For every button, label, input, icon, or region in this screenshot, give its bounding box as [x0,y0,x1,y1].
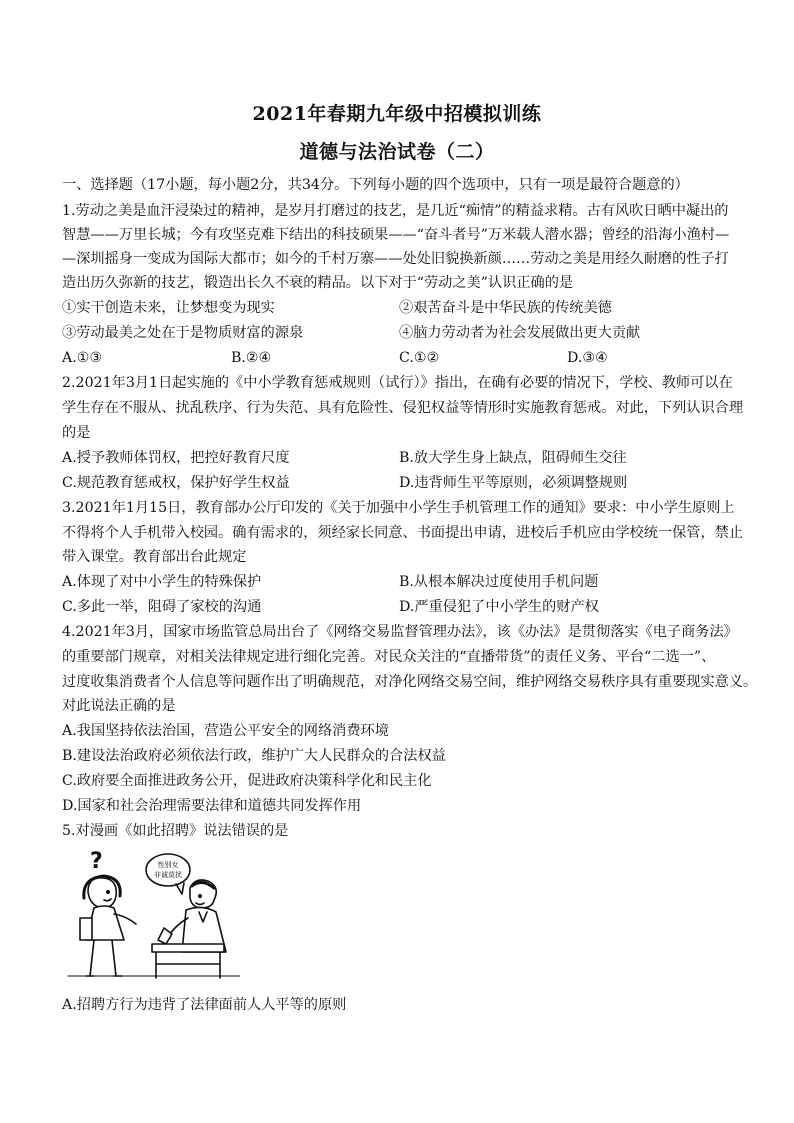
q1-line: 智慧——万里长城；今有攻坚克难下结出的科技硕果——“奋斗者号”万米载人潜水器；曾经的沿海小渔村— [62,227,730,243]
q4-line: 过度收集消费者个人信息等问题作出了明确规范，对净化网络交易空间，维护网络交易秩序具有重要现实意义。 [62,674,758,690]
q1-option-d: D.③④ [567,350,608,366]
q2-line: 的是 [62,425,91,441]
bubble-text-line2: 非诚莫扰 [154,871,182,879]
q3-option-a: A.体现了对中小学生的特殊保护 [62,574,262,590]
q3-line: 带入课堂。教育部出台此规定 [62,549,247,565]
exam-subtitle: 道德与法治试卷（二） [299,141,495,163]
bubble-text-line1: 性别女 [157,861,179,869]
section-heading: 一、选择题（17小题，每小题2分，共34分。下列每小题的四个选项中，只有一项是最符合题意的） [62,177,689,193]
q2-option-d: D.违背师生平等原则，必须调整规则 [399,475,628,491]
question-mark: ? [90,849,103,874]
q3-line: 3.2021年1月15日，教育部办公厅印发的《关于加强中小学生手机管理工作的通知》要求：中小学生原则上 [62,500,735,516]
q2-line: 学生存在不服从、扰乱秩序、行为失范、具有危险性、侵犯权益等情形时实施教育惩戒。对此，下列认识合理 [62,400,744,416]
q4-line: 的重要部门规章，对相关法律规定进行细化完善。对民众关注的“直播带货”的责任义务、平台“二选一”、 [62,649,716,665]
q5-line: 5.对漫画《如此招聘》说法错误的是 [62,823,289,839]
q1-option-b: B.②④ [231,350,272,366]
speech-bubble [146,854,190,886]
q1-statement: ②艰苦奋斗是中华民族的传统美德 [399,300,612,316]
q2-option-c: C.规范教育惩戒权，保护好学生权益 [62,475,290,491]
q1-line: 1.劳动之美是血汗浸染过的精神，是岁月打磨过的技艺，是几近“痴情”的精益求精。古有风吹日晒中凝出的 [62,203,729,219]
q1-statement: ①实干创造未来，让梦想变为现实 [62,300,275,316]
q3-option-b: B.从根本解决过度使用手机问题 [399,574,599,590]
q3-option-d: D.严重侵犯了中小学生的财产权 [399,599,599,615]
q4-option-a: A.我国坚持依法治国，营造公平安全的网络消费环境 [62,723,389,739]
q1-line: —深圳摇身一变成为国际大都市；如今的千村万寨——处处旧貌换新颜……劳动之美是用经久耐磨的性子打 [62,251,729,267]
exam-title: 2021年春期九年级中招模拟训练 [252,103,542,125]
q4-option-c: C.政府要全面推进政务公开，促进政府决策科学化和民主化 [62,773,432,789]
q4-line: 对此说法正确的是 [62,698,176,714]
q1-statement: ③劳动最美之处在于是物质财富的源泉 [62,325,304,341]
q1-statement: ④脑力劳动者为社会发展做出更大贡献 [399,325,641,341]
q5-option-a: A.招聘方行为违背了法律面前人人平等的原则 [62,997,347,1013]
q3-line: 不得将个人手机带入校园。确有需求的，须经家长同意、书面提出申请，进校后手机应由学校统一保管，禁止 [62,525,744,541]
q4-line: 4.2021年3月，国家市场监管总局出台了《网络交易监督管理办法》，该《办法》是贯彻落实《电子商务法》 [62,624,738,640]
q4-option-d: D.国家和社会治理需要法律和道德共同发挥作用 [62,798,362,814]
q2-option-b: B.放大学生身上缺点，阻碍师生交往 [399,450,627,466]
q1-option-c: C.①② [399,350,440,366]
q4-option-b: B.建设法治政府必须依法行政，维护广大人民群众的合法权益 [62,748,446,764]
recruitment-cartoon [64,848,240,980]
q1-option-a: A.①③ [62,350,103,366]
q3-option-c: C.多此一举，阻碍了家校的沟通 [62,599,262,615]
q2-line: 2.2021年3月1日起实施的《中小学教育惩戒规则（试行）》指出，在确有必要的情况下，学校、教师可以在 [62,375,733,391]
q2-option-a: A.授予教师体罚权，把控好教育尺度 [62,450,290,466]
q1-line: 造出历久弥新的技艺，锻造出长久不衰的精品。以下对于“劳动之美”认识正确的是 [62,275,574,291]
